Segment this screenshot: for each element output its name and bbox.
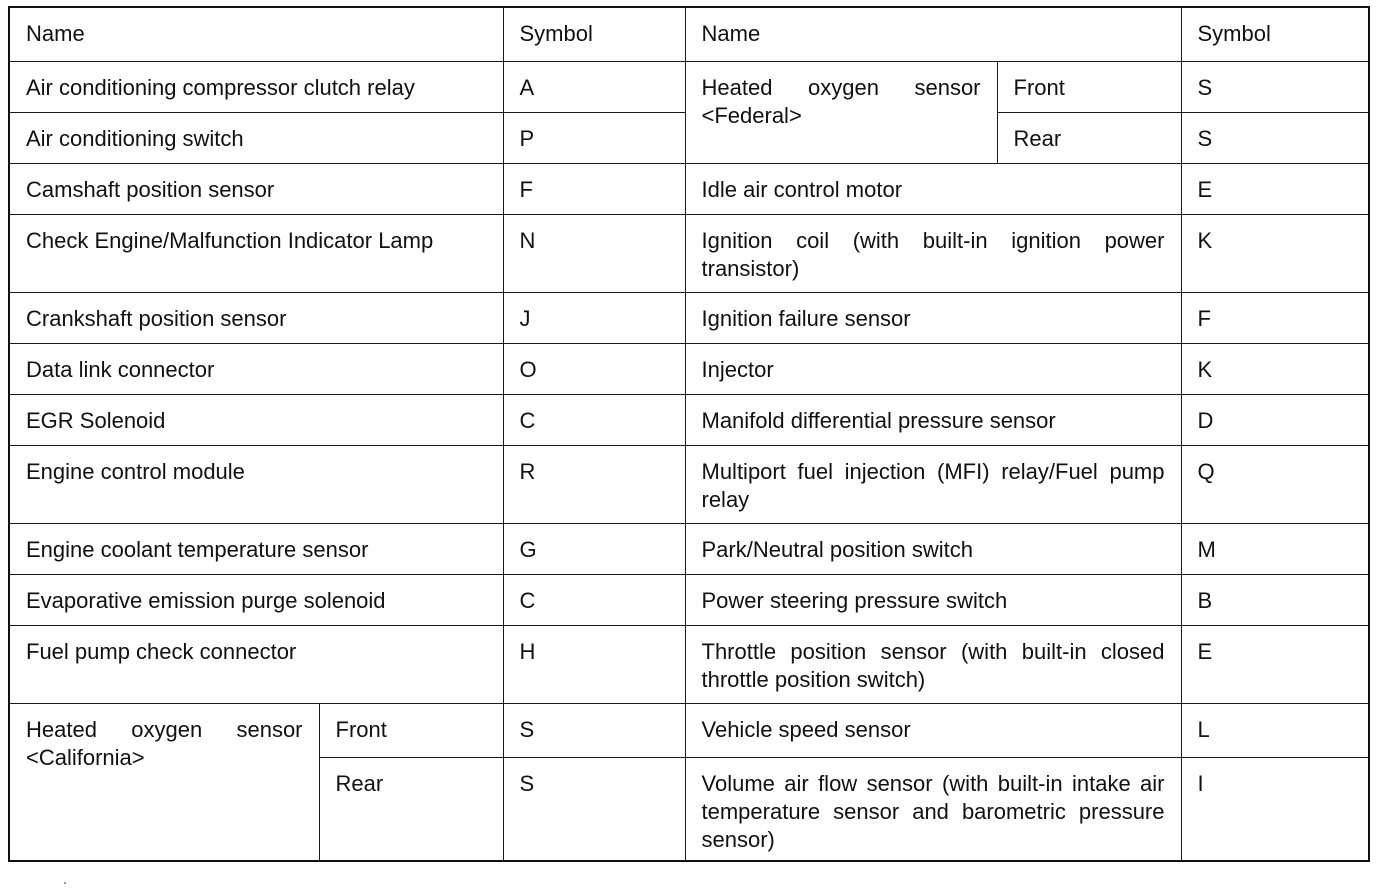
- header-symbol-right: Symbol: [1181, 7, 1369, 61]
- header-symbol-left: Symbol: [503, 7, 685, 61]
- component-symbol: S: [503, 757, 685, 861]
- component-name: Engine control module: [9, 445, 503, 523]
- component-name: Volume air flow sensor (with built-in intake air temperature sensor and barometric pressure sensor): [685, 757, 1181, 861]
- component-name: Throttle position sensor (with built-in closed throttle position switch): [685, 625, 1181, 703]
- table-row: [9, 61, 1369, 112]
- component-symbol: C: [503, 394, 685, 445]
- sensor-position-label: Front: [319, 703, 503, 757]
- table-row: [9, 292, 1369, 343]
- component-name: Ignition coil (with built-in ignition power transistor): [685, 214, 1181, 292]
- component-name: Air conditioning switch: [9, 112, 503, 163]
- component-symbol: S: [1181, 61, 1369, 112]
- component-symbol: G: [503, 523, 685, 574]
- component-symbol: N: [503, 214, 685, 292]
- component-symbol: K: [1181, 343, 1369, 394]
- component-name: Air conditioning compressor clutch relay: [9, 61, 503, 112]
- header-name-left: Name: [9, 7, 503, 61]
- component-symbol: E: [1181, 625, 1369, 703]
- component-name: Evaporative emission purge solenoid: [9, 574, 503, 625]
- component-symbol: R: [503, 445, 685, 523]
- component-name: Manifold differential pressure sensor: [685, 394, 1181, 445]
- table-row: [9, 214, 1369, 292]
- component-symbol: I: [1181, 757, 1369, 861]
- component-name: Crankshaft position sensor: [9, 292, 503, 343]
- component-symbol: S: [1181, 112, 1369, 163]
- table-row: [9, 523, 1369, 574]
- sensor-position-label: Rear: [997, 112, 1181, 163]
- component-name: Data link connector: [9, 343, 503, 394]
- table-row: [9, 445, 1369, 523]
- component-name: Heated oxygen sensor <Federal>: [685, 61, 997, 163]
- component-name: Check Engine/Malfunction Indicator Lamp: [9, 214, 503, 292]
- component-symbol: F: [1181, 292, 1369, 343]
- component-symbol: Q: [1181, 445, 1369, 523]
- component-name: Fuel pump check connector: [9, 625, 503, 703]
- table-row: [9, 574, 1369, 625]
- table-row: [9, 703, 1369, 757]
- component-symbol: B: [1181, 574, 1369, 625]
- component-symbol: A: [503, 61, 685, 112]
- component-name: Ignition failure sensor: [685, 292, 1181, 343]
- component-name: Power steering pressure switch: [685, 574, 1181, 625]
- component-symbol: L: [1181, 703, 1369, 757]
- component-name: Multiport fuel injection (MFI) relay/Fuel pump relay: [685, 445, 1181, 523]
- component-symbol: K: [1181, 214, 1369, 292]
- sensor-position-label: Rear: [319, 757, 503, 861]
- sensor-position-label: Front: [997, 61, 1181, 112]
- component-name: Camshaft position sensor: [9, 163, 503, 214]
- component-name: Heated oxygen sensor <California>: [9, 703, 319, 861]
- table-row: [9, 163, 1369, 214]
- component-name: Idle air control motor: [685, 163, 1181, 214]
- component-symbol: O: [503, 343, 685, 394]
- component-name: EGR Solenoid: [9, 394, 503, 445]
- component-symbol: S: [503, 703, 685, 757]
- table-row: [9, 394, 1369, 445]
- component-symbol: P: [503, 112, 685, 163]
- component-symbol-table: [8, 6, 1370, 862]
- component-symbol: H: [503, 625, 685, 703]
- table-row: [9, 343, 1369, 394]
- header-name-right: Name: [685, 7, 1181, 61]
- component-name: Park/Neutral position switch: [685, 523, 1181, 574]
- header-row: [9, 7, 1369, 61]
- component-symbol-table-container: [8, 6, 1368, 860]
- component-name: Engine coolant temperature sensor: [9, 523, 503, 574]
- component-symbol: F: [503, 163, 685, 214]
- component-symbol: E: [1181, 163, 1369, 214]
- component-symbol: J: [503, 292, 685, 343]
- component-symbol: M: [1181, 523, 1369, 574]
- scan-speck: [64, 882, 66, 884]
- component-symbol: C: [503, 574, 685, 625]
- component-symbol: D: [1181, 394, 1369, 445]
- component-name: Injector: [685, 343, 1181, 394]
- table-row: [9, 625, 1369, 703]
- component-name: Vehicle speed sensor: [685, 703, 1181, 757]
